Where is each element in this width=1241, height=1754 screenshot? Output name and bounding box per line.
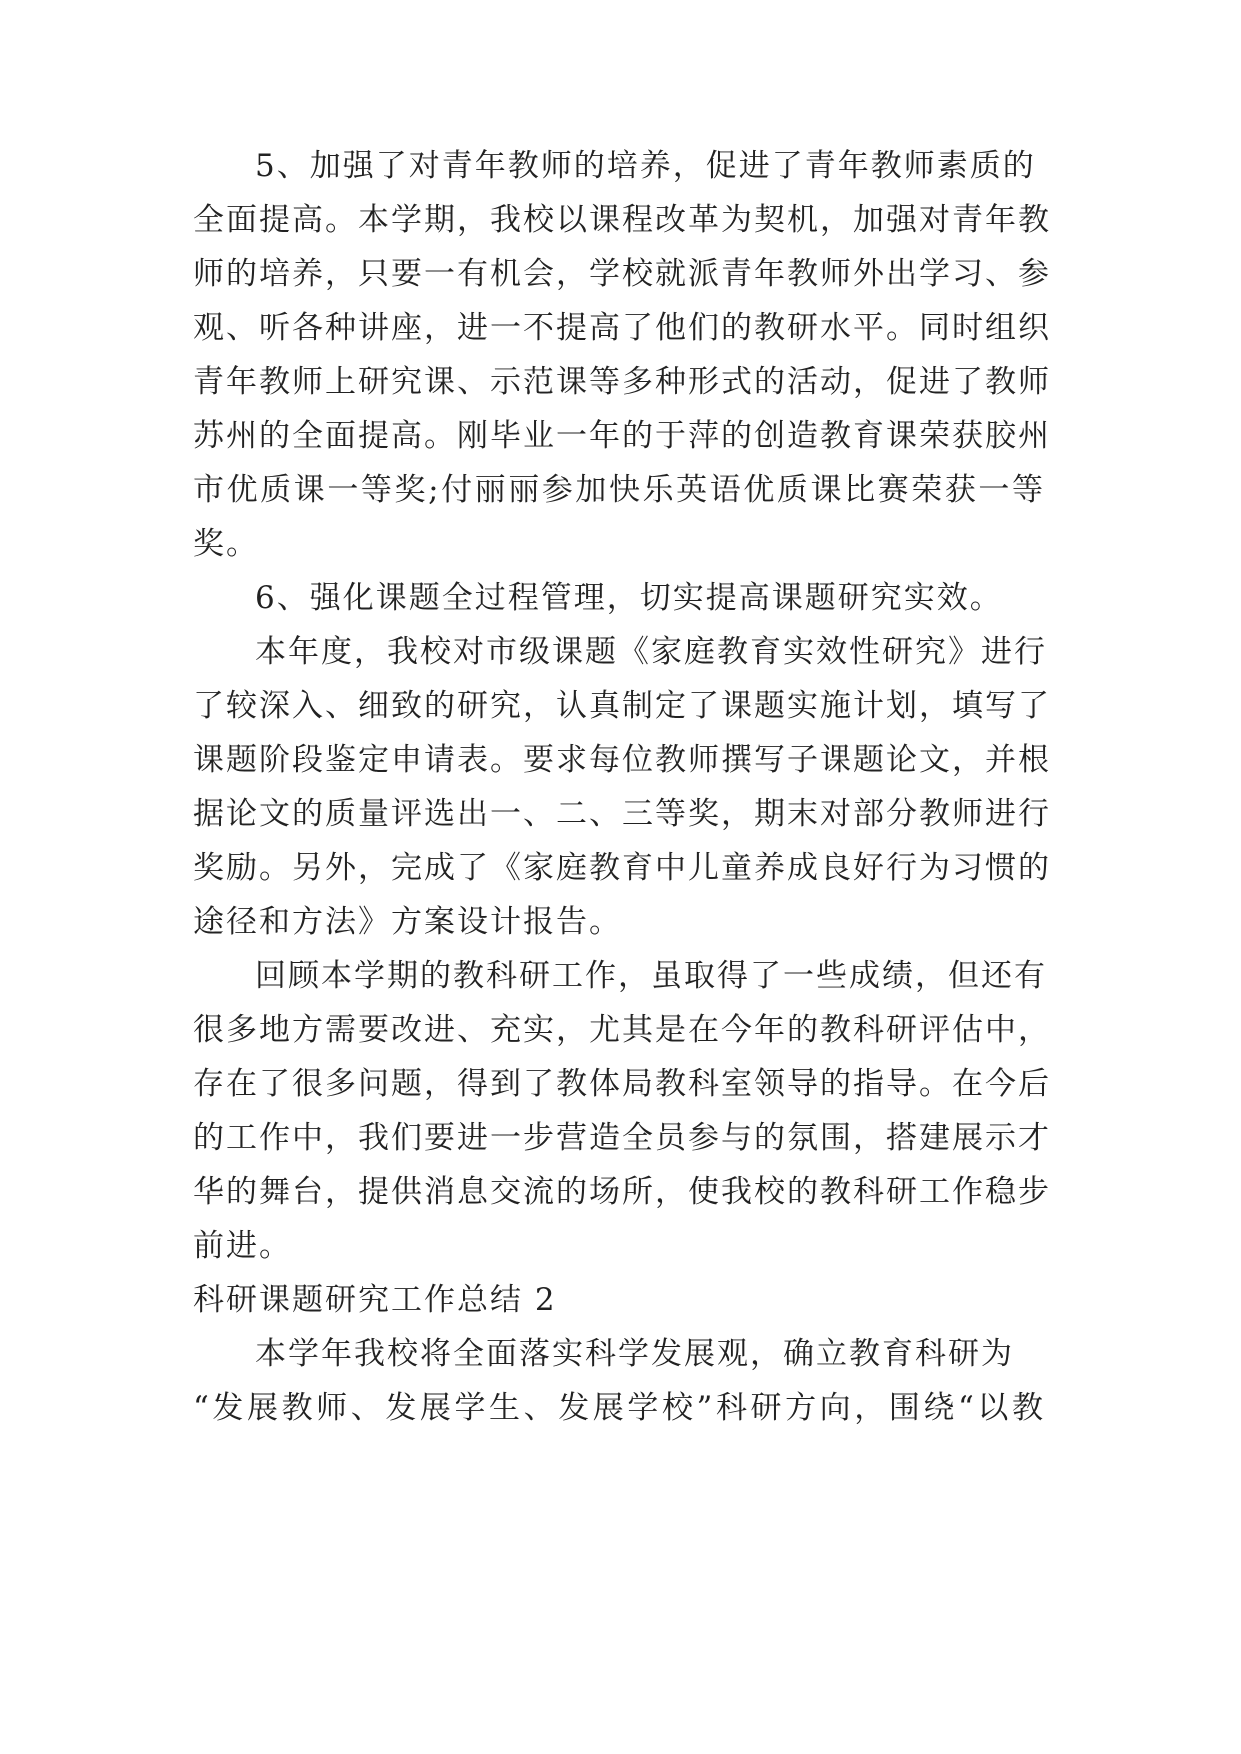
paragraph-7-line-3: 课题阶段鉴定申请表。要求每位教师撰写子课题论文，并根 xyxy=(193,742,1051,778)
paragraph-7-line-2: 了较深入、细致的研究，认真制定了课题实施计划，填写了 xyxy=(193,688,1051,724)
paragraph-5-line-5: 青年教师上研究课、示范课等多种形式的活动，促进了教师 xyxy=(193,364,1051,400)
paragraph-7-line-4: 据论文的质量评选出一、二、三等奖，期末对部分教师进行 xyxy=(193,796,1051,832)
paragraph-8-line-6: 前进。 xyxy=(193,1228,292,1264)
paragraph-8-line-4: 的工作中，我们要进一步营造全员参与的氛围，搭建展示才 xyxy=(193,1120,1051,1156)
paragraph-5-line-7: 市优质课一等奖;付丽丽参加快乐英语优质课比赛荣获一等 xyxy=(193,472,1045,508)
paragraph-5-line-8: 奖。 xyxy=(193,526,259,562)
paragraph-9-line-2: “发展教师、发展学生、发展学校”科研方向，围绕“以教 xyxy=(193,1390,1045,1426)
paragraph-8-line-3: 存在了很多问题，得到了教体局教科室领导的指导。在今后 xyxy=(193,1066,1051,1102)
paragraph-5-line-2: 全面提高。本学期，我校以课程改革为契机，加强对青年教 xyxy=(193,202,1051,238)
paragraph-5-line-3: 师的培养，只要一有机会，学校就派青年教师外出学习、参 xyxy=(193,256,1051,292)
section-heading: 科研课题研究工作总结 2 xyxy=(193,1282,557,1318)
paragraph-7-line-6: 途径和方法》方案设计报告。 xyxy=(193,904,622,940)
paragraph-8-line-5: 华的舞台，提供消息交流的场所，使我校的教科研工作稳步 xyxy=(193,1174,1051,1210)
paragraph-8-line-2: 很多地方需要改进、充实，尤其是在今年的教科研评估中， xyxy=(193,1012,1051,1048)
paragraph-5-line-1: 5、加强了对青年教师的培养，促进了青年教师素质的 xyxy=(255,148,1036,184)
paragraph-5-line-4: 观、听各种讲座，进一不提高了他们的教研水平。同时组织 xyxy=(193,310,1051,346)
paragraph-9-line-1: 本学年我校将全面落实科学发展观，确立教育科研为 xyxy=(255,1336,1014,1372)
paragraph-5-line-6: 苏州的全面提高。刚毕业一年的于萍的创造教育课荣获胶州 xyxy=(193,418,1051,454)
paragraph-7-line-5: 奖励。另外，完成了《家庭教育中儿童养成良好行为习惯的 xyxy=(193,850,1051,886)
paragraph-8-line-1: 回顾本学期的教科研工作，虽取得了一些成绩，但还有 xyxy=(255,958,1047,994)
paragraph-6-heading: 6、强化课题全过程管理，切实提高课题研究实效。 xyxy=(255,580,1003,616)
paragraph-7-line-1: 本年度，我校对市级课题《家庭教育实效性研究》进行 xyxy=(255,634,1047,670)
